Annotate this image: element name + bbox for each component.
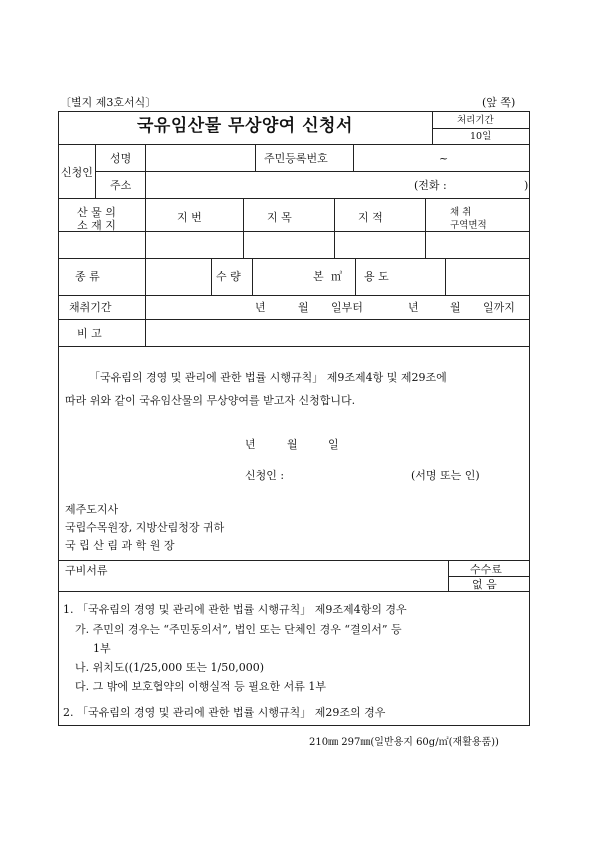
- divider: [252, 258, 253, 295]
- document-item: 나. 위치도((1/25,000 또는 1/50,000): [75, 661, 265, 674]
- divider: [59, 560, 529, 561]
- unit-area: ㎥: [331, 270, 342, 283]
- period-year-from: 년: [255, 301, 266, 314]
- divider: [448, 576, 529, 577]
- period-month-until: 월: [450, 301, 461, 314]
- type-field[interactable]: [147, 260, 209, 293]
- resident-number-label: 주민등록번호: [264, 152, 328, 165]
- divider: [145, 198, 146, 258]
- divider: [353, 144, 354, 171]
- paper-spec: 210㎜ 297㎜(일반용지 60g/㎡(재활용품)): [309, 737, 499, 748]
- harvest-area-header: 구역면적: [450, 220, 487, 231]
- name-field[interactable]: [147, 146, 253, 169]
- harvest-area-field[interactable]: [427, 233, 527, 256]
- period-day-from: 일부터: [331, 301, 363, 314]
- document-item: 2. 「국유림의 경영 및 관리에 관한 법률 시행규칙」 제29조의 경우: [63, 706, 386, 719]
- divider: [59, 295, 529, 296]
- divider: [145, 258, 146, 295]
- use-label: 용 도: [364, 270, 389, 283]
- divider: [211, 258, 212, 295]
- lot-number-header: 지 번: [177, 211, 202, 224]
- divider: [243, 198, 244, 258]
- date-year: 년: [245, 438, 256, 451]
- divider: [59, 258, 529, 259]
- period-year-until: 년: [408, 301, 419, 314]
- document-item: 1. 「국유림의 경영 및 관리에 관한 법률 시행규칙」 제9조제4항의 경우: [63, 603, 407, 616]
- signature-mark: (서명 또는 인): [411, 469, 480, 482]
- land-category-field[interactable]: [245, 233, 332, 256]
- period-month-from: 월: [298, 301, 309, 314]
- address-label: 주소: [110, 179, 132, 192]
- divider: [445, 258, 446, 295]
- name-label: 성명: [110, 152, 132, 165]
- location-label: 소 재 지: [77, 219, 116, 232]
- document-item: 1부: [93, 642, 111, 655]
- divider: [432, 128, 529, 129]
- divider: [425, 198, 426, 258]
- period-label: 채취기간: [69, 301, 112, 314]
- phone-close: ): [524, 179, 529, 192]
- land-category-header: 지 목: [267, 211, 292, 224]
- divider: [95, 171, 529, 172]
- statement-text: 「국유림의 경영 및 관리에 관한 법률 시행규칙」 제9조제4항 및 제29조에: [89, 371, 447, 384]
- unit-bon: 본: [313, 270, 324, 283]
- period-day-until: 일까지: [483, 301, 515, 314]
- signature-label: 신청인 :: [245, 469, 285, 482]
- application-form: [58, 111, 530, 726]
- form-title: 국유임산물 무상양여 신청서: [137, 116, 353, 136]
- type-label: 종 류: [75, 270, 100, 283]
- location-label: 산 물 의: [77, 206, 116, 219]
- document-item: 가. 주민의 경우는 “주민동의서”, 법인 또는 단체인 경우 “결의서” 등: [75, 623, 402, 636]
- applicant-section-label: 신청인: [61, 166, 93, 179]
- divider: [59, 319, 529, 320]
- phone-label: (전화 :: [414, 179, 447, 192]
- resident-number-separator: ~: [439, 152, 449, 165]
- divider: [59, 144, 529, 145]
- documents-label: 구비서류: [65, 564, 108, 577]
- fee-label: 수수료: [470, 563, 502, 576]
- divider: [59, 346, 529, 347]
- use-field[interactable]: [447, 260, 527, 293]
- statement-text: 따라 위와 같이 국유임산물의 무상양여를 받고자 신청합니다.: [65, 394, 356, 407]
- fee-value: 없 음: [472, 578, 497, 591]
- remarks-label: 비 고: [77, 327, 102, 340]
- date-month: 월: [287, 438, 298, 451]
- land-area-header: 지 적: [358, 211, 383, 224]
- form-number: 〔별지 제3호서식〕: [60, 96, 157, 109]
- divider: [355, 258, 356, 295]
- divider: [59, 198, 529, 199]
- processing-period-label: 처리기간: [457, 115, 494, 126]
- address-field[interactable]: [147, 173, 407, 196]
- quantity-label: 수 량: [216, 270, 241, 283]
- remarks-field[interactable]: [147, 321, 527, 344]
- divider: [255, 144, 256, 171]
- divider: [334, 198, 335, 258]
- land-area-field[interactable]: [336, 233, 423, 256]
- recipient-line: 국립수목원장, 지방산림청장 귀하: [65, 521, 225, 534]
- date-day: 일: [328, 438, 339, 451]
- recipient-line: 국 립 산 림 과 학 원 장: [65, 539, 175, 552]
- lot-number-field[interactable]: [147, 233, 241, 256]
- harvest-area-header: 채 취: [450, 207, 472, 218]
- processing-period-value: 10일: [470, 131, 492, 142]
- recipient-line: 제주도지사: [65, 503, 119, 516]
- divider: [145, 295, 146, 346]
- location-field[interactable]: [61, 233, 143, 256]
- divider: [59, 591, 529, 592]
- page-side: (앞 쪽): [482, 96, 516, 109]
- document-item: 다. 그 밖에 보호협약의 이행실적 등 필요한 서류 1부: [75, 680, 326, 693]
